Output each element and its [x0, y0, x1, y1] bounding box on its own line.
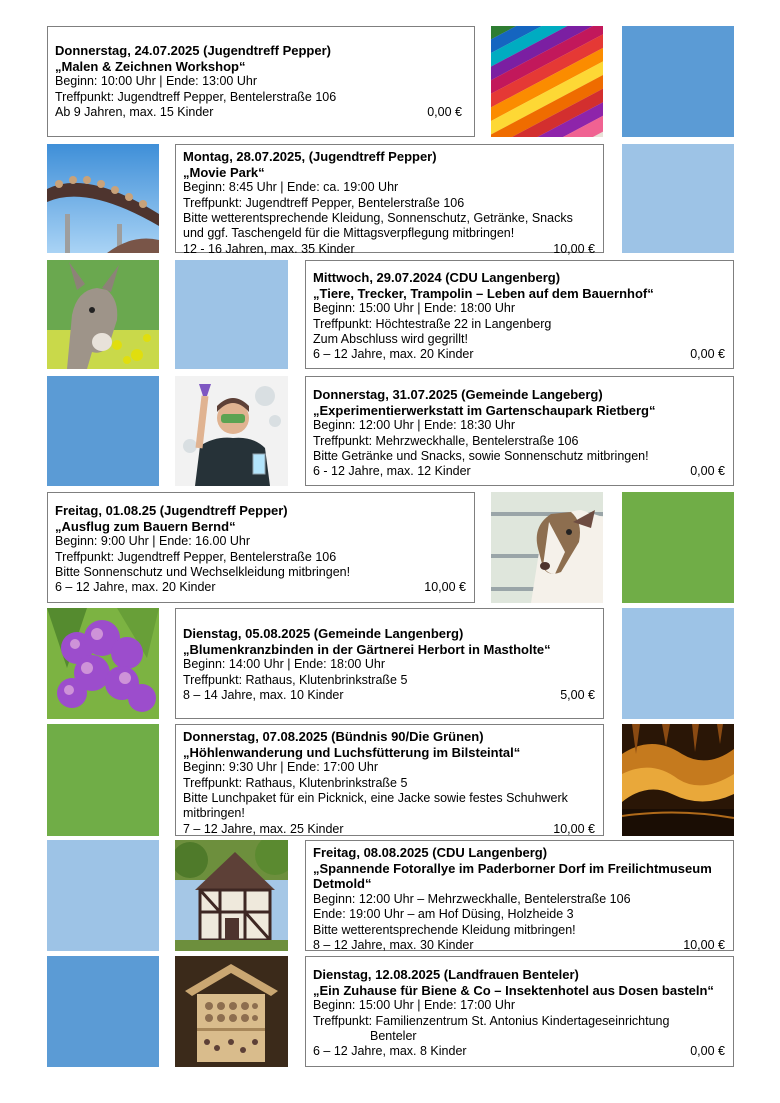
- event-price: 10,00 €: [424, 580, 466, 595]
- color-tile: [622, 26, 734, 137]
- event-date: Freitag, 08.08.2025 (CDU Langenberg): [313, 845, 548, 860]
- event-age: 6 – 12 Jahre, max. 8 Kinder: [313, 1044, 467, 1059]
- lilac-flowers-photo: [47, 608, 159, 719]
- event-title: „Höhlenwanderung und Luchsfütterung im Bilsteintal“: [183, 744, 521, 760]
- event-meeting-point: Treffpunkt: Mehrzweckhalle, Bentelerstraße 106: [313, 433, 579, 448]
- event-title: „Blumenkranzbinden in der Gärtnerei Herbort in Mastholte“: [183, 641, 551, 657]
- event-meeting-point: Treffpunkt: Familienzentrum St. Antonius Kindertageseinrichtung: [313, 1013, 670, 1028]
- event-note: mitbringen!: [183, 806, 245, 821]
- event-note: Bitte Getränke und Snacks, sowie Sonnenschutz mitbringen!: [313, 449, 649, 463]
- event-price: 0,00 €: [690, 1044, 725, 1059]
- event-date: Donnerstag, 31.07.2025 (Gemeinde Langeberg): [313, 387, 603, 402]
- color-tile: [47, 724, 159, 836]
- child-experiment-photo: [175, 376, 288, 486]
- event-title: „Movie Park“: [183, 164, 265, 180]
- event-meeting-point: Treffpunkt: Rathaus, Klutenbrinkstraße 5: [183, 672, 408, 687]
- colored-pencils-photo: [491, 26, 603, 137]
- donkey-photo: [47, 260, 159, 369]
- goat-photo: [491, 492, 603, 603]
- event-footer: [313, 464, 726, 479]
- event-card-3: [305, 260, 734, 369]
- event-meeting-point: Treffpunkt: Jugendtreff Pepper, Bentelerstraße 106: [55, 549, 337, 564]
- event-time: Beginn: 12:00 Uhr | Ende: 18:30 Uhr: [313, 418, 515, 433]
- event-card-2: [175, 144, 604, 256]
- event-price: 10,00 €: [683, 938, 725, 952]
- cave-photo: [622, 724, 734, 836]
- color-tile: [622, 492, 734, 603]
- event-footer: [313, 347, 726, 362]
- event-footer: [183, 242, 596, 257]
- event-age: Ab 9 Jahren, max. 15 Kinder: [55, 105, 214, 119]
- event-age: 7 – 12 Jahre, max. 25 Kinder: [183, 821, 344, 836]
- event-age: 6 – 12 Jahre, max. 20 Kinder: [313, 347, 474, 362]
- event-time: Beginn: 15:00 Uhr | Ende: 18:00 Uhr: [313, 301, 515, 316]
- event-card-1: [47, 26, 475, 137]
- color-tile: [175, 260, 288, 369]
- event-footer: [313, 1044, 726, 1059]
- event-time: Beginn: 12:00 Uhr – Mehrzweckhalle, Bentelerstraße 106: [313, 891, 631, 906]
- rollercoaster-photo: [47, 144, 159, 253]
- event-price: 0,00 €: [690, 464, 725, 479]
- event-time: Beginn: 9:30 Uhr | Ende: 17:00 Uhr: [183, 760, 379, 775]
- event-age: 8 – 12 Jahre, max. 30 Kinder: [313, 938, 474, 952]
- event-title: „Spannende Fotorallye im Paderborner Dorf im Freilichtmuseum Detmold“: [313, 860, 712, 892]
- event-meeting-point: Treffpunkt: Jugendtreff Pepper, Bentelerstraße 106: [55, 89, 337, 104]
- event-date: Mittwoch, 29.07.2024 (CDU Langenberg): [313, 270, 561, 285]
- half-timbered-house-photo: [175, 840, 288, 951]
- event-note: Bitte Sonnenschutz und Wechselkleidung mitbringen!: [55, 565, 351, 579]
- event-footer: [183, 822, 596, 837]
- event-note: Bitte Lunchpaket für ein Picknick, eine Jacke sowie festes Schuhwerk: [183, 791, 568, 805]
- event-meeting-point: Treffpunkt: Höchtestraße 22 in Langenberg: [313, 316, 552, 331]
- event-time: Beginn: 10:00 Uhr | Ende: 13:00 Uhr: [55, 74, 257, 89]
- event-age: 8 – 14 Jahre, max. 10 Kinder: [183, 688, 344, 702]
- color-tile: [47, 376, 159, 486]
- event-price: 5,00 €: [560, 688, 595, 702]
- event-footer: [55, 580, 467, 595]
- event-time: Beginn: 14:00 Uhr | Ende: 18:00 Uhr: [183, 657, 385, 672]
- event-price: 0,00 €: [690, 347, 725, 362]
- event-footer: [55, 105, 467, 120]
- event-age: 6 – 12 Jahre, max. 20 Kinder: [55, 580, 216, 595]
- event-note: und ggf. Taschengeld für die Mittagsverpflegung mitbringen!: [183, 226, 515, 241]
- color-tile: [47, 840, 159, 951]
- event-time: Beginn: 8:45 Uhr | Ende: ca. 19:00 Uhr: [183, 180, 399, 195]
- event-card-9: [305, 956, 734, 1067]
- event-time: Beginn: 15:00 Uhr | Ende: 17:00 Uhr: [313, 998, 515, 1013]
- event-date: Donnerstag, 24.07.2025 (Jugendtreff Pepper): [55, 43, 331, 58]
- event-age: 6 - 12 Jahre, max. 12 Kinder: [313, 464, 471, 479]
- color-tile: [622, 608, 734, 719]
- event-footer: [313, 938, 726, 953]
- event-title: „Tiere, Trecker, Trampolin – Leben auf dem Bauernhof“: [313, 285, 654, 301]
- event-meeting-point: Treffpunkt: Rathaus, Klutenbrinkstraße 5: [183, 775, 408, 790]
- event-price: 10,00 €: [553, 241, 595, 256]
- event-note: Zum Abschluss wird gegrillt!: [313, 332, 468, 346]
- event-title: „Ein Zuhause für Biene & Co – Insektenhotel aus Dosen basteln“: [313, 982, 714, 998]
- event-meeting-point: Treffpunkt: Jugendtreff Pepper, Bentelerstraße 106: [183, 195, 465, 210]
- event-card-4: [305, 376, 734, 486]
- color-tile: [47, 956, 159, 1067]
- event-date: Freitag, 01.08.25 (Jugendtreff Pepper): [55, 503, 288, 518]
- insect-hotel-photo: [175, 956, 288, 1067]
- event-price: 10,00 €: [553, 821, 595, 836]
- color-tile: [622, 144, 734, 253]
- event-card-8: [305, 840, 734, 951]
- event-card-7: [175, 724, 604, 836]
- event-date: Dienstag, 05.08.2025 (Gemeinde Langenberg): [183, 626, 464, 641]
- event-date: Dienstag, 12.08.2025 (Landfrauen Benteler): [313, 967, 579, 982]
- event-end: Ende: 19:00 Uhr – am Hof Düsing, Holzheide 3: [313, 907, 574, 922]
- event-age: 12 - 16 Jahren, max. 35 Kinder: [183, 241, 355, 256]
- event-title: „Experimentierwerkstatt im Gartenschaupark Rietberg“: [313, 402, 656, 418]
- event-price: 0,00 €: [427, 105, 462, 119]
- event-title: „Malen & Zeichnen Workshop“: [55, 58, 246, 74]
- event-note: Bitte wetterentsprechende Kleidung mitbringen!: [313, 922, 576, 937]
- event-card-5: [47, 492, 475, 603]
- event-note: Bitte wetterentsprechende Kleidung, Sonnenschutz, Getränke, Snacks: [183, 211, 573, 225]
- event-date: Donnerstag, 07.08.2025 (Bündnis 90/Die Grünen): [183, 729, 484, 744]
- event-footer: [183, 688, 596, 703]
- event-card-6: [175, 608, 604, 719]
- event-time: Beginn: 9:00 Uhr | Ende: 16.00 Uhr: [55, 534, 251, 549]
- event-title: „Ausflug zum Bauern Bernd“: [55, 518, 236, 534]
- event-date: Montag, 28.07.2025, (Jugendtreff Pepper): [183, 149, 437, 164]
- event-meeting-point-cont: Benteler: [370, 1029, 417, 1043]
